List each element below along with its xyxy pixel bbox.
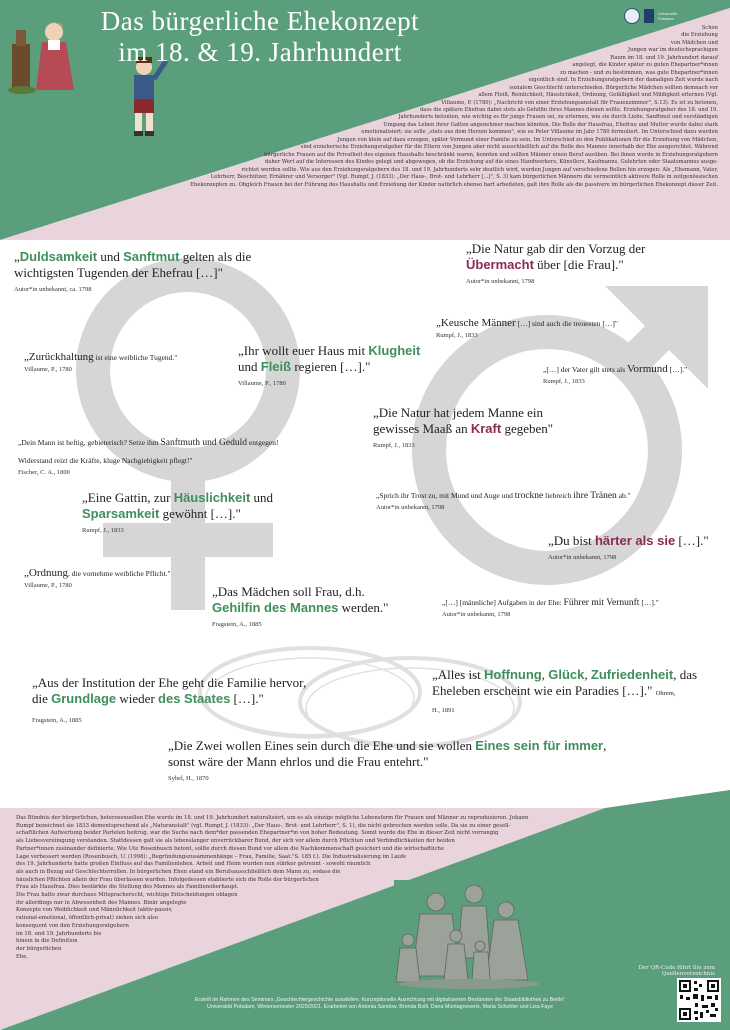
intro-line: daher Wert auf die Interessen des Kindes gelegt und abgewogen, ob die Erziehung auf die eines Handwerkers, Künstlers, Kaufmanns, Gelehrten oder Staatsmannes ausge- [264, 159, 718, 166]
quote-haerter: „Du bist härter als sie […]." Autor*in unbekannt, 1798 [548, 533, 728, 566]
highlight: Glück [548, 667, 585, 682]
quote-source: Autor*in unbekannt, ca. 1798 [14, 286, 92, 293]
quote-source: Fragstein, A., 1885 [32, 717, 82, 724]
intro-line: sozialem Geschlecht unterschieden. Bürgerliche Mädchen sollten demnach vor [509, 84, 718, 91]
footer-line-1: Erstellt im Rahmen des Seminars „Geschlechtergeschichte ausstellen. Konzeptionelle Ausrichtung mit digitalisierten Beständen der Staatsbibliothek zu Berlin" [194, 997, 566, 1003]
family-portrait-illustration [394, 880, 544, 990]
conclusion-line: als auch in Bezug auf Geschlechterrollen. In bürgerlichen Ehen stand ein Berufsausschließlich dem Mann zu, sodass die [16, 868, 341, 875]
intro-line: Jahrhunderts betonten, wie wichtig es für junge Frauen sei, zu erlernen, wie sie durch Liebe, Sanftmut und verständigen [398, 114, 718, 121]
quote-keusche-maenner: „Keusche Männer […] sind auch die treuesten […]" Rumpf, J., 1833 [436, 313, 696, 339]
highlight: Duldsamkeit [19, 249, 98, 264]
quote-ordnung: „Ordnung, die vornehme weibliche Pflicht." Villaume, P., 1780 [24, 563, 224, 589]
quote-source: Villaume, P., 1780 [24, 582, 72, 589]
quote-fuehrer-vernunft: „[…] [männliche] Aufgaben in der Ehe: Führer mit Vernunft […]." Autor*in unbekannt, 1798 [442, 592, 728, 618]
library-logo-icon [644, 9, 654, 23]
quote-eines-sein: „Die Zwei wollen Eines sein durch die Ehe und sie wollen Eines sein für immer, sonst wäre der Mann ehrlos und die Frau entehrt." Sybel, H., 1870 [168, 738, 688, 787]
quote-source: H., 1891 [432, 707, 455, 714]
highlight: Fleiß [260, 359, 292, 374]
conclusion-line: konsequent von den Erziehungsratgebern [16, 922, 129, 929]
quote-duldsamkeit: „Duldsamkeit und Sanftmut gelten als die wichtigsten Tugenden der Ehefrau […]" Autor*in unbekannt, ca. 1798 [14, 249, 314, 298]
intro-line: emotionalisiert: sie solle „stets aus dem Herzen kommen", wie es Peter Villaume im Jahr 1780 formuliert. Im Unterschied dazu wurden [361, 129, 718, 136]
quote-source: Fragstein, A., 1885 [212, 621, 262, 628]
title-line-1: Das bürgerliche Ehekonzept [100, 6, 420, 36]
quote-source: Rumpf, J., 1833 [436, 332, 478, 339]
quote-uebermacht: „Die Natur gab dir den Vorzug der Übermacht über [die Frau]." Autor*in unbekannt, 1798 [466, 241, 726, 290]
highlight: Hoffnung [484, 667, 542, 682]
quote-paradies: „Alles ist Hoffnung, Glück, Zufriedenheit, das Eheleben erscheint wie ein Paradies […]." Ohrem, H., 1891 [432, 667, 722, 719]
conclusion-line: Ehe. [16, 953, 29, 960]
quote-zurueckhaltung: „Zurückhaltung ist eine weibliche Tugend." Villaume, P., 1780 [24, 347, 224, 373]
quote-source: Autor*in unbekannt, 1798 [548, 554, 617, 561]
conclusion-line: schaftlichen Aufwertung beider Parteien beitrug, war die Suche nach dem*der passenden Ehepartner*in von hoher Bedeutung. Somit wurde die Ehe in dieser Zeit nicht vorrangig [16, 830, 499, 837]
qr-caption: Der QR-Code führt Sie zum Quellenverzeichnis [638, 965, 715, 977]
intro-line: angelegt, die Kinder später zu guten Ehepartner*innen [572, 62, 718, 69]
footer-line-2: Universität Potsdam, Wintersemester 2020/2021. Erarbeitet von Antonia Sandow, Brenda Bolll, Dana Montagnoveris, Maria Schuhler und Lisa Faye [207, 1003, 553, 1010]
logo-text-2: Potsdam [658, 16, 674, 21]
conclusion-line: Lage verbessert werden (Rosenbusch, U. (1998): „Begründungszusammenhänge – Frau, Familie, Saat."S. 185 f.). Die Industrialisierung im Laufe [16, 853, 407, 860]
intro-line: richtet werden sollte. Wie aus den Erziehungsratgebern des 18. und 19. Jahrhunderts sehr deutlich wird, wurden Jungen auf verschiedene Rollen hin erzogen: Als „Ehemann, Vater, [241, 166, 718, 173]
conclusion-line: rational-emotional, öffentlich-privat) ziehen sich also [16, 915, 159, 922]
intro-line: Jungen war im deutschsprachigen [628, 47, 718, 54]
quote-sanftmuth-geduld: „Dein Mann ist heftig, gebieterisch? Setze ihm Sanftmuth und Geduld entgegen! Widerstand reizt die Kräfte, kluge Nachgiebigkeit pflegt!" Fischer, C. A., 1800 [18, 432, 358, 476]
quote-kraft: „Die Natur hat jedem Manne ein gewisses Maaß an Kraft gegeben" Rumpf, J., 1833 [373, 405, 613, 454]
intro-line: eigentlich sind. In Erziehungsratgebern der damaligen Zeit wurde nach [528, 77, 718, 84]
qr-code-icon[interactable] [677, 978, 721, 1022]
highlight: Sparsamkeit [82, 506, 160, 521]
quote-klugheit: „Ihr wollt euer Haus mit Klugheit und Fleiß regieren […]." Villaume, P., 1780 [238, 343, 458, 392]
intro-line: Umgang das Leben ihrer Gatten angenehmer machen könnten. Die Rolle der Hausfrau, Ehefrau und Mutter wurde dabei stark [383, 121, 718, 128]
quote-source: Rumpf, J., 1833 [82, 527, 124, 534]
highlight: Häuslichkeit [173, 490, 251, 505]
highlight: des Staates [158, 691, 231, 706]
intro-line: dass die spätere Ehefrau dabei stets als Gehilfin ihres Mannes dienen sollte. Erziehungsratgeber des 18. und 19. [419, 106, 718, 113]
intro-line: bürgerliche Frauen auf die Privatheit des eigenen Haushalts beschränkt waren, konnten und sollten Männer einen Beruf ausüben. Bei ihnen wurde in Erziehungsratgebern [264, 151, 718, 158]
seal-icon [624, 8, 640, 24]
quote-source: Autor*in unbekannt, 1798 [466, 278, 535, 285]
quote-source: Villaume, P., 1780 [24, 366, 72, 373]
intro-line: von Mädchen und [670, 39, 718, 46]
intro-paragraph [170, 25, 718, 189]
highlight: Gehilfin des Mannes [212, 600, 339, 615]
conclusion-line: des 19. Jahrhunderts hatte großen Einfluss auf das Familienleben. Arbeit und Heim wurden nun stärker getrennt - sowohl räumlich [16, 861, 371, 868]
intro-line: Lehrherr, Beschützer, Ernährer und Versorger" (Vgl. Rumpf, J. (1833): „Der Haus-, Brot- und Lehrherr [...]", S. 3) kam bürgerlichen Männern die vermeintlich aktivere Rolle in zeitgenössischen [210, 174, 718, 181]
highlight: Übermacht [466, 257, 534, 272]
conclusion-line: Die Frau hatte zwar durchaus Mitspracherecht, wichtige Entscheidungen oblagen [16, 892, 238, 899]
university-logo [624, 8, 712, 24]
intro-line: die Erziehung [681, 32, 718, 39]
conclusion-line: im 18. und 19. Jahrhunderts bis [16, 930, 102, 937]
intro-line: zu machen - und zu bestimmen, was gute Ehepartner*innen [560, 69, 718, 76]
title-line-2: im 18. & 19. Jahrhundert [118, 37, 402, 67]
intro-line: sind erzieherische Erziehungsratgeber für die Eltern von Jungen aber nicht ausschließlich auf die Rolle des Mannes innerhalb der Ehe ausgerichtet. Während [300, 144, 718, 151]
highlight: härter als sie [594, 533, 676, 548]
conclusion-line: Rumpf bezeichnet sie 1833 dementsprechend als „Naturanstalt" (vgl. Rumpf, J. (1833): „Der Haus-, Brot- und Lehrherr", S. 1), die nicht gebrochen werden solle. Da sie zu einer gesell- [16, 822, 511, 829]
footer [150, 997, 610, 1010]
intro-line: Ehekonzepten zu. Obgleich Frauen bei der Führung des Haushalts und Erziehung der Kinder natürlich ebenso hart arbeiteten, galt ihre Rolle als die passivere im bürgerlichen Ehekonzept dieser Zeit. [190, 181, 718, 188]
conclusion-line: als Liebesvereinigung verstanden. Stattdessen galt sie als lebenslanger unverrückbarer Bund, der sich vor allem durch Pflichten und Verbindlichkeiten der beiden [16, 838, 455, 845]
highlight: Sanftmut [123, 249, 180, 264]
quote-traenen: „Sprich ihr Trost zu, mit Mund und Auge und trockne liebreich ihre Tränen ab." Autor*in unbekannt, 1798 [376, 485, 716, 511]
quote-haeuslichkeit: „Eine Gattin, zur Häuslichkeit und Sparsamkeit gewöhnt […]." Rumpf, J., 1833 [82, 490, 302, 539]
quote-source-inline: Ohrem, [655, 690, 676, 697]
logo-text-1: Universität [658, 11, 677, 16]
conclusion-line: Konzepte von Weiblichkeit und Männlichkeit (aktiv-passiv, [16, 907, 173, 914]
conclusion-line: Das Bündnis der bürgerlichen, heterosexuellen Ehe wurde im 18. und 19. Jahrhundert naturalisiert, um es als einzige mögliche Lebensform für Frauen und Männer zu reproduzieren. Johann [16, 815, 529, 821]
conclusion-line: Partner*innen zueinander definierte. Wie Ute Rosenbusch betont, sollte durch diesen Bund vor allem die Nachkommenschaft gesichert und die wirtschaftliche [16, 845, 445, 852]
intro-line: Villaume, P. (1780): „Nachricht von einer Erziehungsanstalt für Frauenzimmer", S.13). Es ist zu betonen, [441, 99, 718, 106]
conclusion-line: hinein in die Definition [16, 938, 78, 945]
quote-source: Fischer, C. A., 1800 [18, 469, 70, 476]
quote-source: Rumpf, J., 1833 [543, 378, 585, 385]
quote-source: Autor*in unbekannt, 1798 [442, 611, 511, 618]
highlight: Klugheit [368, 343, 421, 358]
intro-line: allem Fleiß, Reinlichkeit, Häuslichkeit, Ordnung, Gefälligkeit und Mildigkeit erlernen (Vgl. [478, 92, 718, 99]
quote-institution-ehe: „Aus der Institution der Ehe geht die Familie hervor, die Grundlage wieder des Staates […]." Fragstein, A., 1885 [32, 675, 362, 729]
conclusion-line: häuslichen Pflichten allein der Frau überlassen wurden. Infolgedessen etablierte sich die Rolle der bürgerlichen [16, 876, 319, 883]
highlight: Zufriedenheit [590, 667, 674, 682]
intro-line: Raum im 18. und 19. Jahrhundert darauf [610, 54, 718, 61]
highlight: Eines sein für immer [475, 738, 604, 753]
quote-source: Villaume, P., 1780 [238, 380, 286, 387]
conclusion-line: Frau als Hausfrau. Dies bestärkte die Stellung des Mannes als Familienoberhaupt. [16, 884, 239, 891]
intro-line: Schon [701, 25, 718, 31]
quote-source: Rumpf, J., 1833 [373, 442, 415, 449]
highlight: Kraft [470, 421, 502, 436]
quote-vormund: „[…] der Vater gilt stets als Vormund […]." Rumpf, J., 1833 [543, 359, 728, 385]
intro-line: Jungen von klein auf dazu erzogen, später Vormund einer Familie zu sein. Im Unterschied zu den Publikationen für die Erziehung von Mädchen, [337, 136, 718, 143]
conclusion-line: ihr allerdings nur in Abwesenheit des Mannes. Binär angelegte [16, 899, 187, 906]
quote-source: Autor*in unbekannt, 1798 [376, 504, 445, 511]
conclusion-line: der bürgerlichen [16, 945, 62, 952]
quote-gehilfin: „Das Mädchen soll Frau, d.h. Gehilfin des Mannes werden." Fragstein, A., 1885 [212, 584, 432, 633]
quote-source: Sybel, H., 1870 [168, 775, 209, 782]
highlight: Grundlage [51, 691, 117, 706]
